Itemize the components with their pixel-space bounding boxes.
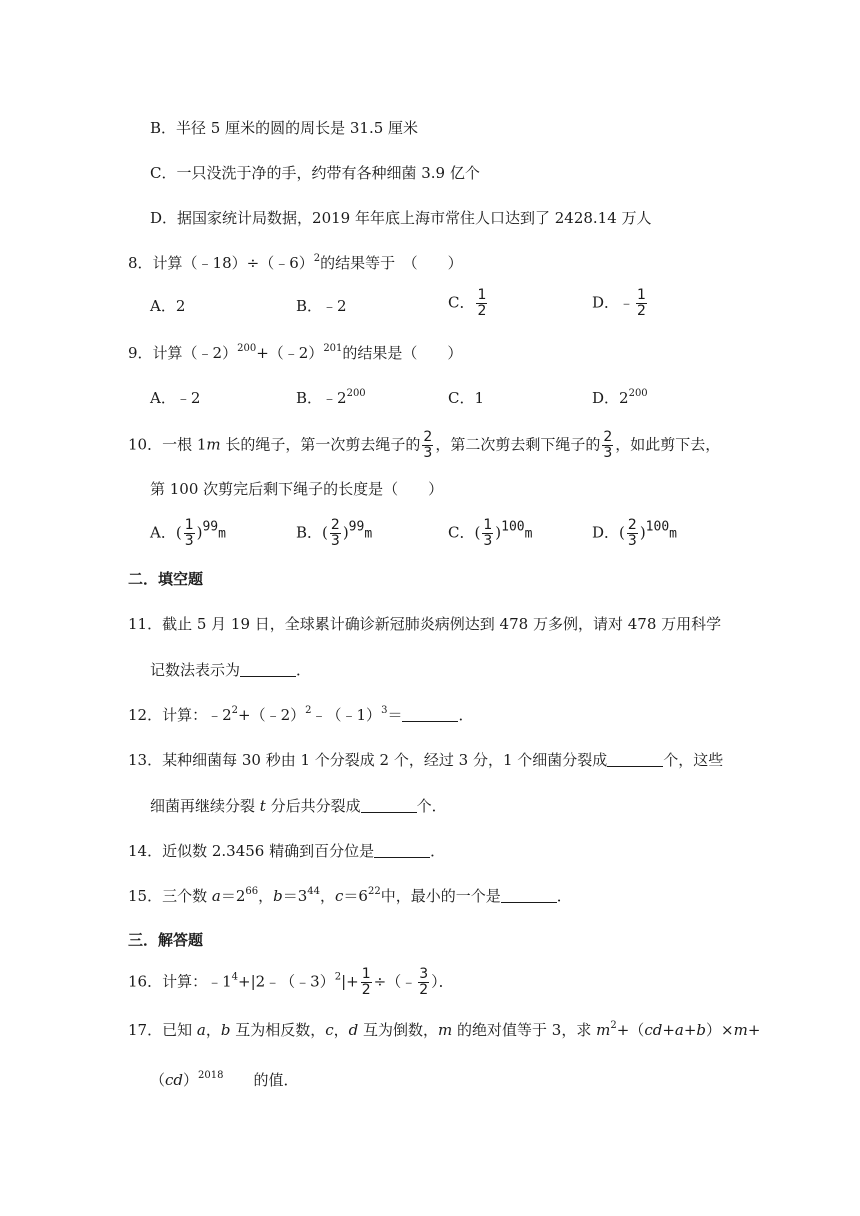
q9-option-d-exponent: 200 [628,388,648,399]
q13-line2-end: 个． [416,797,447,815]
q9-option-d [592,386,648,410]
q17-line2-end: 的值． [223,1071,299,1089]
q11-end: ． [296,661,312,679]
q10-option-c-unit: m [524,526,533,542]
q11-line1: 11．截止 5 月 19 日，全球累计确诊新冠肺炎病例达到 478 万多例，请对 478 万用科学 [128,615,722,633]
q17-var-c: c [325,1021,334,1039]
q12-exp-1: 2 [231,705,239,716]
q15-c-value: ＝6 [343,887,368,905]
paren-right: ) [342,523,349,542]
q13-var-t: t [259,797,266,815]
q10-option-a-unit: m [218,526,226,542]
q10-stem-line2: 第 100 次剪完后剩下绳子的长度是（ ） [150,480,444,498]
q7-option-d: D．据国家统计局数据，2019 年年底上海市常住人口达到了 2428.14 万人 [150,209,652,227]
q17-var-b: b [220,1021,231,1039]
q10-option-c-label: C． [448,523,475,542]
q17-text-1: 互为相反数， [230,1021,326,1039]
separator: ， [320,887,336,905]
q9-stem-post: 的结果是（ ） [342,344,463,362]
q9-option-c: C．1 [448,389,485,407]
separator: ， [333,1021,349,1039]
fraction-numerator: 2 [627,517,637,533]
q8-option-d-label: D．﹣ [592,293,635,312]
paren-left: ( [474,523,481,542]
fraction-numerator: 3 [419,966,429,982]
q14-line [128,839,445,863]
q10-option-a [150,518,226,549]
q17-pre: 17．已知 [128,1021,197,1039]
q16-line [128,967,454,998]
q10-pre: 10．一根 1 [128,435,207,454]
q13-line1-text: 13．某种细菌每 30 秒由 1 个分裂成 2 个，经过 3 分，1 个细菌分裂成 [128,751,608,769]
fraction-numerator: 1 [184,517,194,533]
q16-end: ）． [431,972,454,991]
q12-mid-2: ﹣（﹣1） [311,706,382,724]
q10-option-d-exponent: 100 [645,519,670,535]
q16-mid-1: +|2﹣（﹣3） [238,972,335,991]
q8-stem [128,251,463,275]
q9-stem [128,341,462,365]
answer-blank[interactable] [374,841,430,858]
q8-exponent: 2 [313,253,321,264]
q8-option-c-fraction [476,288,487,319]
fraction-denominator: 3 [423,445,433,461]
answer-blank[interactable] [607,750,663,767]
q10-option-d-unit: m [669,526,677,542]
q10-option-b-fraction [330,518,341,549]
section-heading-solutions: 三．解答题 [128,931,204,949]
q8-option-b: B．﹣2 [296,297,347,315]
fraction-denominator: 2 [477,303,487,319]
q17-text-2: 互为倒数， [358,1021,439,1039]
q15-post: 中，最小的一个是 [380,887,501,905]
q12-mid-3: ＝ [387,706,403,724]
q15-c-exponent: 22 [367,886,381,897]
fraction-numerator: 1 [361,966,371,982]
answer-blank[interactable] [240,660,296,677]
fraction-denominator: 3 [603,445,613,461]
q12-exp-3: 3 [381,705,388,716]
q8-option-d-fraction [636,288,647,319]
q9-option-a: A．﹣2 [150,389,201,407]
q10-option-d-label: D． [592,523,620,542]
q17-text-6: + [747,1021,761,1039]
q10-text-3: ，如此剪下去， [615,435,721,454]
q15-a-exponent: 66 [245,886,259,897]
q12-mid-1: +（﹣2） [238,706,306,724]
fraction-numerator: 2 [603,429,613,445]
q15-pre: 15．三个数 [128,887,212,905]
q12-exp-2: 2 [305,705,312,716]
q9-exponent-2: 201 [323,343,343,354]
q17-text-4: +（ [616,1021,645,1039]
q16-mid-2: |+ [341,972,359,991]
fraction-numerator: 2 [330,517,340,533]
q11-line2-text: 记数法表示为 [150,661,241,679]
q17-text-5: ）× [706,1021,734,1039]
q10-option-d-fraction [627,518,638,549]
q17-text-3: 的绝对值等于 3，求 [452,1021,597,1039]
q8-option-c [448,288,489,319]
q10-option-c [448,518,532,549]
paren-left: ( [175,523,182,542]
fraction-denominator: 3 [483,533,493,549]
q13-line2-pre: 细菌再继续分裂 [150,797,260,815]
q8-stem-pre: 8．计算（﹣18）÷（﹣6） [128,254,314,272]
q13-line2 [150,794,447,818]
q13-line1 [128,748,723,772]
q9-stem-pre: 9．计算（﹣2） [128,344,238,362]
fraction-denominator: 3 [627,533,637,549]
fraction-denominator: 2 [637,303,646,319]
q10-option-c-fraction [482,518,493,549]
q10-option-b-unit: m [364,526,373,542]
q15-var-c: c [335,887,344,905]
paren-right: ) [495,523,502,542]
fraction-numerator: 1 [637,287,646,303]
answer-blank[interactable] [402,705,458,722]
q10-option-a-exponent: 99 [202,519,219,535]
q16-exp-2: 2 [334,971,342,983]
q17-exp-1: 2 [610,1020,617,1031]
q8-option-c-label: C． [448,293,475,312]
q12-pre: 12．计算：﹣2 [128,706,232,724]
q17-line2-rp: ） [183,1071,199,1089]
q17-var-m-3: m [733,1021,748,1039]
q17-var-m-2: m [596,1021,611,1039]
q17-line2 [150,1068,299,1092]
q9-exponent-1: 200 [237,343,257,354]
q15-a-value: ＝2 [220,887,246,905]
q17-expr: cd+a+b [644,1021,706,1039]
q14-text: 14．近似数 2.3456 精确到百分位是 [128,842,375,860]
q9-option-b-exponent: 200 [346,388,366,399]
q15-b-value: ＝3 [282,887,308,905]
q8-option-d [592,288,649,319]
q15-var-a: a [211,887,221,905]
q15-line [128,884,572,908]
q11-line2 [150,658,311,682]
q12-end: ． [458,706,474,724]
q13-line1-end: 个，这些 [663,751,724,769]
q10-option-a-label: A． [150,523,176,542]
q16-pre: 16．计算：﹣1 [128,972,232,991]
q17-line2-lp: （ [150,1071,166,1089]
fraction-numerator: 2 [423,429,433,445]
q10-option-c-exponent: 100 [501,519,525,535]
q16-exp-1: 4 [231,971,239,983]
q10-text-2: ，第二次剪去剩下绳子的 [435,435,601,454]
q13-line2-mid: 分后共分裂成 [265,797,361,815]
separator: ， [258,887,274,905]
q10-stem-line1 [128,430,720,461]
paren-right: ) [196,523,203,542]
fraction-numerator: 1 [477,287,487,303]
q17-var-a: a [196,1021,206,1039]
q15-end: ． [556,887,572,905]
q10-unit-var: m [206,435,221,454]
q10-option-b-exponent: 99 [348,519,365,535]
q14-end: ． [430,842,446,860]
q16-mid-3: ÷（﹣ [373,972,417,991]
q8-option-a: A．2 [150,297,186,315]
q7-option-b: B．半径 5 厘米的圆的周长是 31.5 厘米 [150,119,419,137]
q16-fraction-1 [361,967,372,998]
paren-left: ( [619,523,625,542]
paren-left: ( [322,523,328,542]
q10-option-b [296,518,372,549]
q17-cd: cd [165,1071,184,1089]
paren-right: ) [639,523,646,542]
answer-blank[interactable] [501,886,557,903]
q10-text-1: 长的绳子，第一次剪去绳子的 [220,435,421,454]
q10-fraction-1 [422,430,433,461]
q9-option-d-base: D．2 [592,389,629,407]
q17-exp-2: 2018 [198,1070,224,1081]
q9-option-b [296,386,366,410]
q10-option-a-fraction [184,518,195,549]
q9-stem-mid: +（﹣2） [256,344,324,362]
fraction-denominator: 3 [330,533,340,549]
fraction-numerator: 1 [483,517,493,533]
answer-blank[interactable] [361,796,417,813]
q10-option-b-label: B． [296,523,323,542]
section-heading-fill-in: 二．填空题 [128,570,204,588]
q7-option-c: C．一只没洗于净的手，约带有各种细菌 3.9 亿个 [150,164,480,182]
q8-stem-post: 的结果等于 （ ） [320,254,463,272]
q17-line1 [128,1018,760,1042]
q9-option-b-base: B．﹣2 [296,389,347,407]
fraction-denominator: 2 [361,982,371,998]
q17-var-d: d [348,1021,359,1039]
fraction-denominator: 2 [419,982,429,998]
q15-b-exponent: 44 [307,886,320,897]
q12-line [128,703,473,727]
q15-var-b: b [273,887,283,905]
q10-fraction-2 [602,430,613,461]
q16-fraction-2 [418,967,429,998]
fraction-denominator: 3 [184,533,194,549]
separator: ， [205,1021,221,1039]
q17-var-m: m [438,1021,453,1039]
q10-option-d [592,518,677,549]
